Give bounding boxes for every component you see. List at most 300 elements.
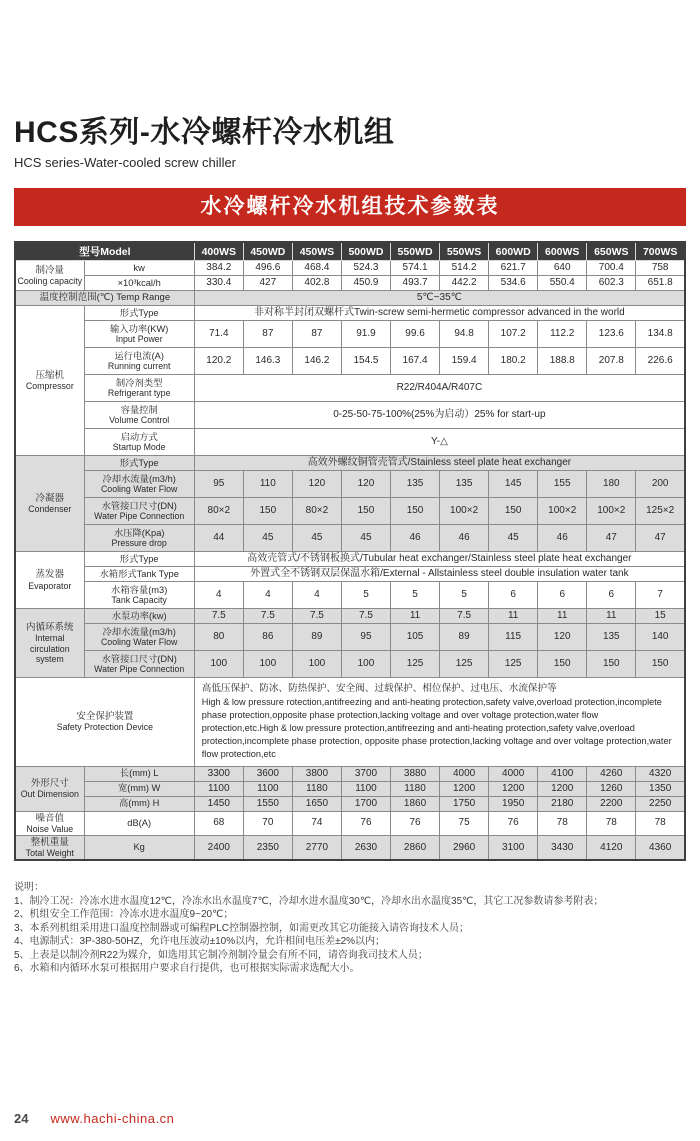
section-label-zh: 制冷量 (35, 264, 65, 276)
row-condenser-water-pipe-connection (15, 498, 685, 525)
param-zh: 宽(mm) W (118, 783, 161, 794)
value-condenser-pressure-drop-600WD: 45 (489, 525, 538, 552)
row-compressor-refrigerant-type (15, 375, 685, 402)
value-compressor-input-power-600WD: 107.2 (489, 321, 538, 348)
value-out-dimension-length-650WS: 4260 (587, 766, 636, 781)
value-temp-range-range: 5℃~35℃ (194, 291, 685, 306)
value-compressor-input-power-450WD: 87 (243, 321, 292, 348)
value-evaporator-tank-capacity-500WD: 5 (341, 582, 390, 609)
model-col-600WS: 600WS (538, 242, 587, 261)
page-number: 24 (14, 1111, 29, 1126)
param-compressor-refrigerant-type (84, 375, 194, 402)
section-label-en: Total Weight (25, 848, 74, 859)
param-zh: 输入功率(KW) (109, 323, 169, 334)
page-content (0, 116, 700, 976)
value-cooling-capacity-kcal-450WD: 427 (243, 276, 292, 291)
value-out-dimension-height-700WS: 2250 (636, 796, 685, 811)
value-compressor-running-current-450WS: 146.2 (292, 348, 341, 375)
value-condenser-cooling-water-flow-700WS: 200 (636, 471, 685, 498)
param-zh: 水箱容量(m3) (111, 584, 168, 595)
value-internal-circulation-pump-power-400WS: 7.5 (194, 609, 243, 624)
param-zh: 运行电流(A) (114, 350, 164, 361)
value-compressor-type: 非对称半封闭双螺杆式Twin-screw semi-hermetic compressor advanced in the world (194, 306, 685, 321)
value-compressor-volume-control: 0-25-50-75-100%(25%为启动）25% for start-up (194, 402, 685, 429)
value-condenser-cooling-water-flow-400WS: 95 (194, 471, 243, 498)
value-compressor-input-power-600WS: 112.2 (538, 321, 587, 348)
section-label-en: Internal circulation system (29, 633, 70, 664)
value-condenser-cooling-water-flow-550WS: 135 (440, 471, 489, 498)
param-noise-value-dba (84, 811, 194, 835)
section-label-en: Safety Protection Device (56, 722, 154, 733)
param-zh: 容量控制 (120, 404, 158, 415)
section-label-out-dimension (15, 766, 84, 811)
value-condenser-cooling-water-flow-600WS: 155 (538, 471, 587, 498)
value-internal-circulation-cooling-water-flow-700WS: 140 (636, 624, 685, 651)
value-out-dimension-width-400WS: 1100 (194, 781, 243, 796)
value-condenser-pressure-drop-700WS: 47 (636, 525, 685, 552)
param-cooling-capacity-kcal (84, 276, 194, 291)
value-noise-value-dba-550WD: 76 (391, 811, 440, 835)
value-noise-value-dba-600WS: 78 (538, 811, 587, 835)
value-total-weight-kg-450WD: 2350 (243, 836, 292, 861)
safety-text-en: High & low pressure rotection,antifreezing and anti-heating protection,safety valve,overload protection,incomplete phase protection,opposite phase protection,lacking voltage and over voltage protection,water flow protection,etc.High & low pressure protection,antifreezing and anti-heating protection,safety valve,overload protection,incomplete phase protection, opposite phase protection,lacking voltage and over voltage protection,water flow protection,etc (201, 697, 672, 759)
param-internal-circulation-cooling-water-flow (84, 624, 194, 651)
value-condenser-water-pipe-connection-500WD: 150 (341, 498, 390, 525)
value-compressor-input-power-400WS: 71.4 (194, 321, 243, 348)
page-footer (14, 1111, 174, 1126)
value-out-dimension-height-500WD: 1700 (341, 796, 390, 811)
value-compressor-running-current-600WD: 180.2 (489, 348, 538, 375)
value-noise-value-dba-650WS: 78 (587, 811, 636, 835)
value-compressor-running-current-450WD: 146.3 (243, 348, 292, 375)
param-compressor-startup-mode (84, 429, 194, 456)
param-compressor-type (84, 306, 194, 321)
value-internal-circulation-water-pipe-connection-650WS: 150 (587, 651, 636, 678)
model-col-650WS: 650WS (587, 242, 636, 261)
value-out-dimension-width-450WS: 1180 (292, 781, 341, 796)
value-internal-circulation-water-pipe-connection-450WS: 100 (292, 651, 341, 678)
row-compressor-startup-mode (15, 429, 685, 456)
value-compressor-input-power-550WS: 94.8 (440, 321, 489, 348)
value-cooling-capacity-kcal-500WD: 450.9 (341, 276, 390, 291)
param-condenser-type (84, 456, 194, 471)
value-total-weight-kg-550WD: 2860 (391, 836, 440, 861)
section-label-en: Cooling capacity (17, 276, 83, 287)
value-compressor-running-current-400WS: 120.2 (194, 348, 243, 375)
param-en: Volume Control (109, 414, 170, 425)
param-en: Input Power (115, 333, 163, 344)
value-noise-value-dba-700WS: 78 (636, 811, 685, 835)
note-item-6: 6、水箱和内循环水泵可根据用户要求自行提供，也可根据实际需求选配大小。 (14, 963, 360, 975)
value-out-dimension-length-450WD: 3600 (243, 766, 292, 781)
value-condenser-water-pipe-connection-450WD: 150 (243, 498, 292, 525)
param-internal-circulation-water-pipe-connection (84, 651, 194, 678)
value-total-weight-kg-600WS: 3430 (538, 836, 587, 861)
section-label-en: Out Dimension (20, 789, 79, 800)
param-out-dimension-length (84, 766, 194, 781)
notes-section (14, 881, 686, 976)
value-evaporator-tank-capacity-400WS: 4 (194, 582, 243, 609)
value-out-dimension-length-400WS: 3300 (194, 766, 243, 781)
value-condenser-pressure-drop-400WS: 44 (194, 525, 243, 552)
note-item-3: 3、本系列机组采用进口温度控制器或可编程PLC控制器控制，如需更改其它功能接入请咨询技术人员； (14, 922, 470, 934)
section-label-cooling-capacity (15, 261, 84, 291)
value-compressor-input-power-700WS: 134.8 (636, 321, 685, 348)
value-condenser-pressure-drop-550WD: 46 (391, 525, 440, 552)
note-item-2: 2、机组安全工作范围：冷冻水进水温度9~20℃； (14, 909, 234, 921)
param-en: Refrigerant type (107, 387, 171, 398)
value-noise-value-dba-450WS: 74 (292, 811, 341, 835)
value-out-dimension-width-700WS: 1350 (636, 781, 685, 796)
value-out-dimension-length-700WS: 4320 (636, 766, 685, 781)
param-evaporator-tank-type (84, 567, 194, 582)
value-total-weight-kg-400WS: 2400 (194, 836, 243, 861)
section-label-en: Compressor (25, 381, 74, 392)
model-col-700WS: 700WS (636, 242, 685, 261)
value-out-dimension-width-500WD: 1100 (341, 781, 390, 796)
value-total-weight-kg-600WD: 3100 (489, 836, 538, 861)
value-out-dimension-length-450WS: 3800 (292, 766, 341, 781)
model-col-450WD: 450WD (243, 242, 292, 261)
row-safety-protection-description (15, 678, 685, 767)
value-compressor-running-current-600WS: 188.8 (538, 348, 587, 375)
param-out-dimension-height (84, 796, 194, 811)
value-out-dimension-length-600WS: 4100 (538, 766, 587, 781)
value-condenser-pressure-drop-450WD: 45 (243, 525, 292, 552)
param-en: Water Pipe Connection (94, 510, 185, 521)
param-zh: 制冷剂类型 (115, 377, 163, 388)
param-zh: 启动方式 (120, 431, 158, 442)
section-label-safety-protection (15, 678, 194, 767)
value-out-dimension-width-550WD: 1180 (391, 781, 440, 796)
value-internal-circulation-cooling-water-flow-400WS: 80 (194, 624, 243, 651)
value-internal-circulation-cooling-water-flow-550WS: 89 (440, 624, 489, 651)
value-compressor-startup-mode: Y-△ (194, 429, 685, 456)
value-out-dimension-height-600WS: 2180 (538, 796, 587, 811)
value-out-dimension-height-450WD: 1550 (243, 796, 292, 811)
param-en: Water Pipe Connection (94, 663, 185, 674)
param-zh: dB(A) (127, 817, 152, 828)
value-safety-protection-description (194, 678, 685, 767)
value-cooling-capacity-kw-700WS: 758 (636, 261, 685, 276)
param-zh: 形式Type (119, 457, 159, 468)
value-out-dimension-height-550WD: 1860 (391, 796, 440, 811)
section-banner: 水冷螺杆冷水机组技术参数表 (14, 188, 686, 226)
value-internal-circulation-pump-power-650WS: 11 (587, 609, 636, 624)
param-compressor-input-power (84, 321, 194, 348)
value-out-dimension-length-550WS: 4000 (440, 766, 489, 781)
value-cooling-capacity-kw-450WD: 496.6 (243, 261, 292, 276)
value-out-dimension-width-650WS: 1260 (587, 781, 636, 796)
value-cooling-capacity-kcal-650WS: 602.3 (587, 276, 636, 291)
value-condenser-pressure-drop-600WS: 46 (538, 525, 587, 552)
value-cooling-capacity-kcal-600WD: 534.6 (489, 276, 538, 291)
param-zh: kw (133, 262, 145, 273)
safety-text-zh: 高低压保护、防冰、防热保护、安全阀、过载保护、相位保护、过电压、水流保护等 (201, 683, 557, 694)
value-compressor-running-current-700WS: 226.6 (636, 348, 685, 375)
value-evaporator-tank-capacity-700WS: 7 (636, 582, 685, 609)
param-zh: 冷却水流量(m3/h) (102, 626, 176, 637)
value-condenser-cooling-water-flow-500WD: 120 (341, 471, 390, 498)
value-condenser-cooling-water-flow-650WS: 180 (587, 471, 636, 498)
param-zh: 长(mm) L (119, 768, 159, 779)
value-internal-circulation-cooling-water-flow-500WD: 95 (341, 624, 390, 651)
row-noise-value-dba (15, 811, 685, 835)
value-condenser-water-pipe-connection-550WD: 150 (391, 498, 440, 525)
value-evaporator-tank-type: 外置式全不锈钢双层保温水箱/External - Allstainless steel double insulation water tank (194, 567, 685, 582)
value-out-dimension-width-550WS: 1200 (440, 781, 489, 796)
value-out-dimension-height-550WS: 1750 (440, 796, 489, 811)
value-total-weight-kg-450WS: 2770 (292, 836, 341, 861)
section-label-zh: 外形尺寸 (30, 778, 69, 790)
page-title: HCS系列-水冷螺杆冷水机组 (14, 116, 395, 149)
model-col-400WS: 400WS (194, 242, 243, 261)
param-compressor-volume-control (84, 402, 194, 429)
param-evaporator-type (84, 552, 194, 567)
value-internal-circulation-cooling-water-flow-550WD: 105 (391, 624, 440, 651)
value-internal-circulation-pump-power-450WS: 7.5 (292, 609, 341, 624)
value-internal-circulation-water-pipe-connection-500WD: 100 (341, 651, 390, 678)
model-col-600WD: 600WD (489, 242, 538, 261)
section-label-condenser (15, 456, 84, 552)
row-internal-circulation-cooling-water-flow (15, 624, 685, 651)
value-evaporator-tank-capacity-450WS: 4 (292, 582, 341, 609)
value-out-dimension-length-600WD: 4000 (489, 766, 538, 781)
value-condenser-water-pipe-connection-400WS: 80×2 (194, 498, 243, 525)
value-internal-circulation-cooling-water-flow-450WS: 89 (292, 624, 341, 651)
value-cooling-capacity-kcal-550WD: 493.7 (391, 276, 440, 291)
value-compressor-running-current-650WS: 207.8 (587, 348, 636, 375)
value-internal-circulation-cooling-water-flow-600WS: 120 (538, 624, 587, 651)
section-label-zh: 安全保护装置 (76, 711, 134, 723)
value-condenser-pressure-drop-550WS: 46 (440, 525, 489, 552)
value-cooling-capacity-kcal-700WS: 651.8 (636, 276, 685, 291)
param-en: Tank Capacity (111, 594, 167, 605)
value-internal-circulation-water-pipe-connection-550WD: 125 (391, 651, 440, 678)
model-col-550WD: 550WD (391, 242, 440, 261)
value-compressor-input-power-500WD: 91.9 (341, 321, 390, 348)
section-label-zh: 压缩机 (35, 369, 65, 381)
row-compressor-running-current (15, 348, 685, 375)
value-cooling-capacity-kcal-550WS: 442.2 (440, 276, 489, 291)
value-evaporator-type: 高效壳管式/不锈钢板换式/Tubular heat exchanger/Stainless steel plate heat exchanger (194, 552, 685, 567)
value-internal-circulation-water-pipe-connection-400WS: 100 (194, 651, 243, 678)
section-label-compressor (15, 306, 84, 456)
param-internal-circulation-pump-power (84, 609, 194, 624)
value-out-dimension-length-500WD: 3700 (341, 766, 390, 781)
value-total-weight-kg-550WS: 2960 (440, 836, 489, 861)
param-en: Pressure drop (111, 537, 167, 548)
value-condenser-water-pipe-connection-650WS: 100×2 (587, 498, 636, 525)
param-compressor-running-current (84, 348, 194, 375)
row-compressor-input-power (15, 321, 685, 348)
value-out-dimension-width-450WD: 1100 (243, 781, 292, 796)
param-zh: Kg (133, 842, 145, 853)
value-evaporator-tank-capacity-650WS: 6 (587, 582, 636, 609)
model-col-500WD: 500WD (341, 242, 390, 261)
param-en: Running current (107, 360, 171, 371)
param-zh: 水泵功率(kw) (111, 610, 167, 621)
value-out-dimension-length-550WD: 3880 (391, 766, 440, 781)
section-label-evaporator (15, 552, 84, 609)
value-out-dimension-height-650WS: 2200 (587, 796, 636, 811)
value-noise-value-dba-500WD: 76 (341, 811, 390, 835)
section-label-en: Condenser (28, 504, 72, 515)
param-condenser-pressure-drop (84, 525, 194, 552)
param-cooling-capacity-kw (84, 261, 194, 276)
value-noise-value-dba-450WD: 70 (243, 811, 292, 835)
value-condenser-water-pipe-connection-600WD: 150 (489, 498, 538, 525)
row-compressor-volume-control (15, 402, 685, 429)
param-zh: 形式Type (119, 553, 159, 564)
value-evaporator-tank-capacity-450WD: 4 (243, 582, 292, 609)
value-cooling-capacity-kw-600WD: 621.7 (489, 261, 538, 276)
param-condenser-water-pipe-connection (84, 498, 194, 525)
note-item-5: 5、上表是以制冷剂R22为媒介，如选用其它制冷剂制冷量会有所不同，请咨询我司技术人员； (14, 949, 428, 961)
value-cooling-capacity-kw-600WS: 640 (538, 261, 587, 276)
row-cooling-capacity-kw (15, 261, 685, 276)
param-zh: 水压降(Kpa) (113, 527, 165, 538)
row-out-dimension-width (15, 781, 685, 796)
value-compressor-input-power-550WD: 99.6 (391, 321, 440, 348)
param-total-weight-kg (84, 836, 194, 861)
value-internal-circulation-pump-power-600WD: 11 (489, 609, 538, 624)
value-out-dimension-height-400WS: 1450 (194, 796, 243, 811)
section-label-zh: 蒸发器 (35, 569, 65, 581)
param-out-dimension-width (84, 781, 194, 796)
value-internal-circulation-pump-power-500WD: 7.5 (341, 609, 390, 624)
spec-table (14, 241, 686, 861)
section-label-temp-range (15, 291, 194, 306)
page-subtitle: HCS series-Water-cooled screw chiller (14, 155, 237, 170)
model-header-cell: 型号Model (15, 242, 194, 261)
row-condenser-type (15, 456, 685, 471)
value-internal-circulation-cooling-water-flow-450WD: 86 (243, 624, 292, 651)
value-evaporator-tank-capacity-550WS: 5 (440, 582, 489, 609)
value-condenser-cooling-water-flow-450WD: 110 (243, 471, 292, 498)
row-temp-range-range (15, 291, 685, 306)
section-label-text: 温度控制范围(℃) Temp Range (39, 292, 171, 304)
section-label-zh: 冷凝器 (35, 492, 65, 504)
value-evaporator-tank-capacity-600WD: 6 (489, 582, 538, 609)
value-compressor-running-current-550WD: 167.4 (391, 348, 440, 375)
value-evaporator-tank-capacity-550WD: 5 (391, 582, 440, 609)
spec-table-head (15, 242, 685, 261)
param-en: Cooling Water Flow (100, 636, 178, 647)
row-condenser-cooling-water-flow (15, 471, 685, 498)
value-cooling-capacity-kw-650WS: 700.4 (587, 261, 636, 276)
value-compressor-input-power-450WS: 87 (292, 321, 341, 348)
param-zh: 水箱形式Tank Type (99, 568, 179, 579)
model-col-550WS: 550WS (440, 242, 489, 261)
value-out-dimension-width-600WS: 1200 (538, 781, 587, 796)
value-cooling-capacity-kw-550WD: 574.1 (391, 261, 440, 276)
notes-list (14, 895, 686, 976)
spec-table-body (15, 261, 685, 861)
section-label-zh: 内循环系统 (26, 622, 74, 634)
notes-heading: 说明： (14, 882, 44, 894)
param-evaporator-tank-capacity (84, 582, 194, 609)
section-label-zh: 整机重量 (30, 837, 69, 848)
value-evaporator-tank-capacity-600WS: 6 (538, 582, 587, 609)
value-noise-value-dba-550WS: 75 (440, 811, 489, 835)
value-cooling-capacity-kw-500WD: 524.3 (341, 261, 390, 276)
value-compressor-running-current-500WD: 154.5 (341, 348, 390, 375)
value-compressor-refrigerant-type: R22/R404A/R407C (194, 375, 685, 402)
value-total-weight-kg-700WS: 4360 (636, 836, 685, 861)
value-out-dimension-width-600WD: 1200 (489, 781, 538, 796)
value-internal-circulation-pump-power-600WS: 11 (538, 609, 587, 624)
row-condenser-pressure-drop (15, 525, 685, 552)
note-item-4: 4、电源制式：3P-380-50HZ，允许电压波动±10%以内，允许相间电压差±2%以内； (14, 936, 386, 948)
param-zh: 高(mm) H (119, 798, 160, 809)
row-out-dimension-length (15, 766, 685, 781)
value-total-weight-kg-650WS: 4120 (587, 836, 636, 861)
value-condenser-cooling-water-flow-550WD: 135 (391, 471, 440, 498)
value-condenser-pressure-drop-500WD: 45 (341, 525, 390, 552)
note-item-1: 1、制冷工况：冷冻水进水温度12℃，冷冻水出水温度7℃，冷却水进水温度30℃，冷却水出水温度35℃，其它工况参数请参考附表； (14, 895, 604, 907)
header-row (15, 242, 685, 261)
value-compressor-running-current-550WS: 159.4 (440, 348, 489, 375)
value-cooling-capacity-kcal-600WS: 550.4 (538, 276, 587, 291)
value-internal-circulation-water-pipe-connection-600WS: 150 (538, 651, 587, 678)
value-internal-circulation-pump-power-700WS: 15 (636, 609, 685, 624)
value-cooling-capacity-kw-400WS: 384.2 (194, 261, 243, 276)
section-label-noise-value (15, 811, 84, 835)
value-cooling-capacity-kw-550WS: 514.2 (440, 261, 489, 276)
value-condenser-water-pipe-connection-700WS: 125×2 (636, 498, 685, 525)
value-noise-value-dba-400WS: 68 (194, 811, 243, 835)
value-condenser-water-pipe-connection-600WS: 100×2 (538, 498, 587, 525)
param-zh: 水管接口尺寸(DN) (101, 653, 177, 664)
param-en: Startup Mode (112, 441, 166, 452)
row-evaporator-type (15, 552, 685, 567)
value-internal-circulation-pump-power-550WD: 11 (391, 609, 440, 624)
value-condenser-water-pipe-connection-550WS: 100×2 (440, 498, 489, 525)
row-total-weight-kg (15, 836, 685, 861)
section-label-internal-circulation (15, 609, 84, 678)
value-total-weight-kg-500WD: 2630 (341, 836, 390, 861)
website-url: www.hachi-china.cn (50, 1111, 175, 1126)
value-internal-circulation-water-pipe-connection-450WD: 100 (243, 651, 292, 678)
row-internal-circulation-pump-power (15, 609, 685, 624)
value-internal-circulation-pump-power-450WD: 7.5 (243, 609, 292, 624)
param-zh: 水管接口尺寸(DN) (101, 500, 177, 511)
value-condenser-type: 高效外螺纹铜管壳管式/Stainless steel plate heat exchanger (194, 456, 685, 471)
row-compressor-type (15, 306, 685, 321)
section-label-en: Noise Value (26, 823, 74, 834)
value-condenser-cooling-water-flow-600WD: 145 (489, 471, 538, 498)
section-label-total-weight (15, 836, 84, 861)
model-col-450WS: 450WS (292, 242, 341, 261)
value-noise-value-dba-600WD: 76 (489, 811, 538, 835)
value-condenser-pressure-drop-450WS: 45 (292, 525, 341, 552)
value-condenser-cooling-water-flow-450WS: 120 (292, 471, 341, 498)
value-internal-circulation-water-pipe-connection-600WD: 125 (489, 651, 538, 678)
row-cooling-capacity-kcal (15, 276, 685, 291)
param-zh: 冷却水流量(m3/h) (102, 473, 176, 484)
value-internal-circulation-water-pipe-connection-700WS: 150 (636, 651, 685, 678)
row-internal-circulation-water-pipe-connection (15, 651, 685, 678)
value-cooling-capacity-kw-450WS: 468.4 (292, 261, 341, 276)
row-out-dimension-height (15, 796, 685, 811)
value-out-dimension-height-600WD: 1950 (489, 796, 538, 811)
value-compressor-input-power-650WS: 123.6 (587, 321, 636, 348)
value-internal-circulation-cooling-water-flow-600WD: 115 (489, 624, 538, 651)
value-out-dimension-height-450WS: 1650 (292, 796, 341, 811)
row-evaporator-tank-type (15, 567, 685, 582)
value-internal-circulation-water-pipe-connection-550WS: 125 (440, 651, 489, 678)
